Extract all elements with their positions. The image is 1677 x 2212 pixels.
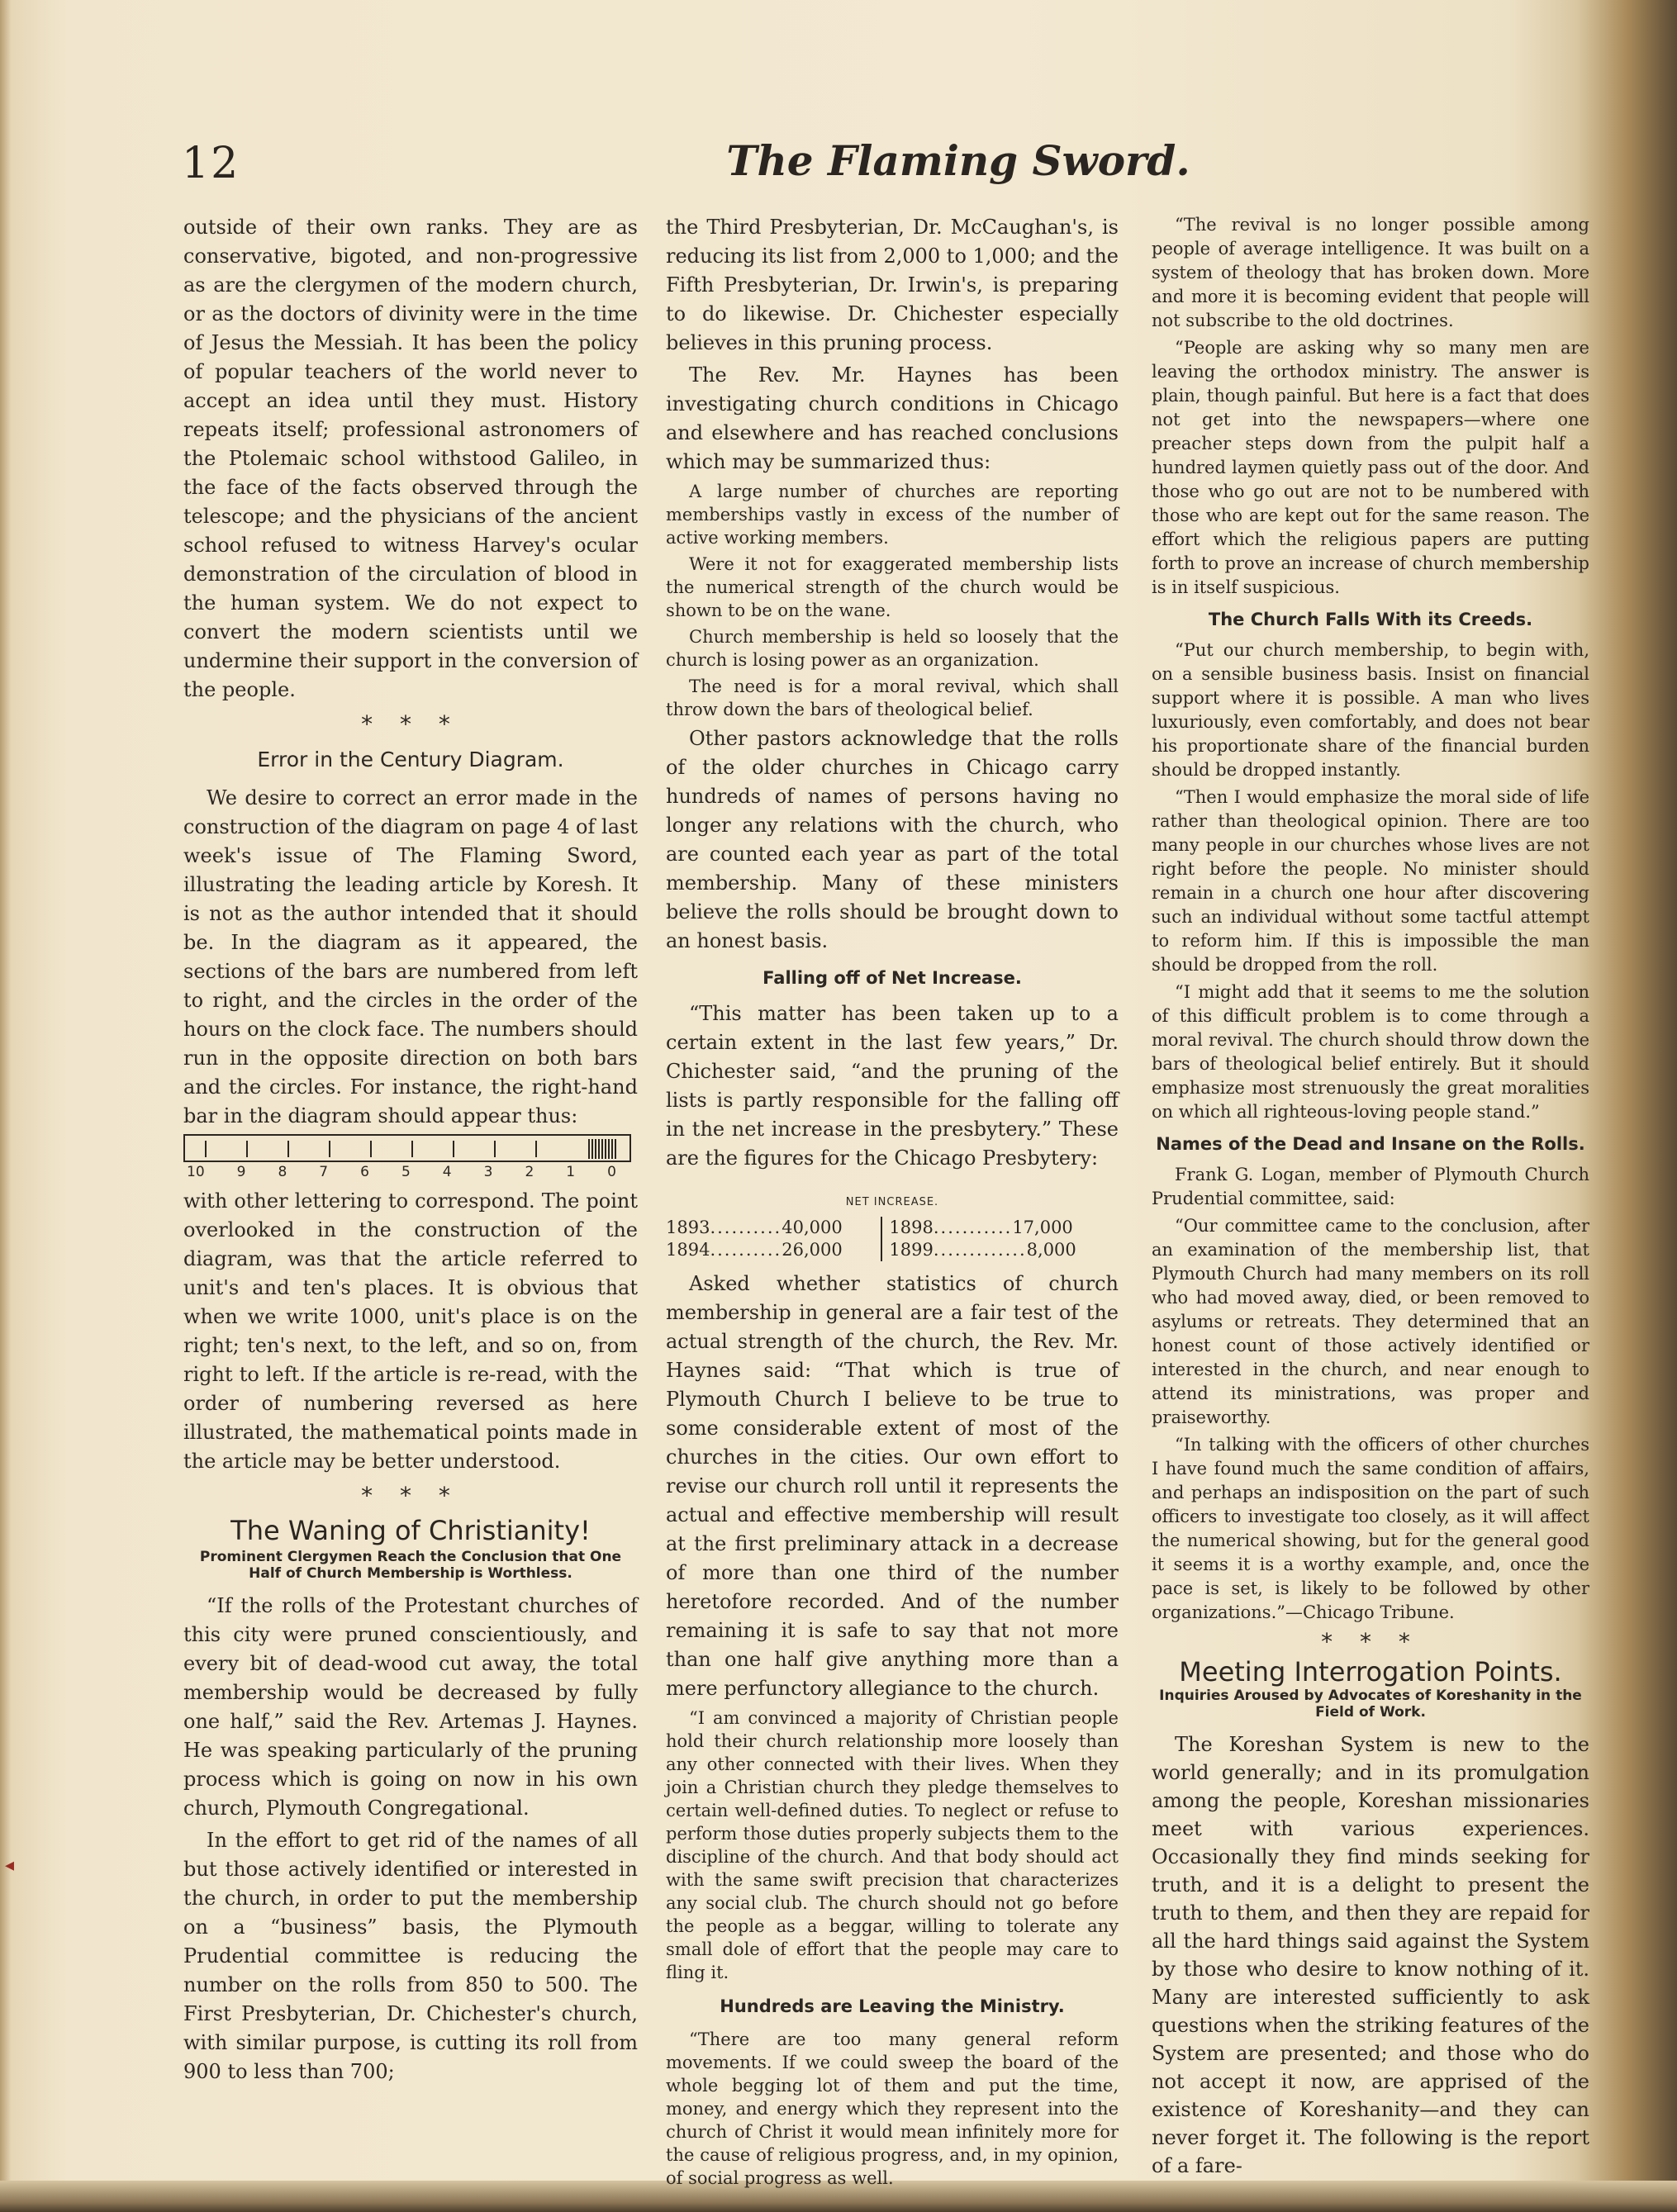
paragraph: “Our committee came to the conclusion, after an examination of the membership list, that Plymouth Church had many members on its roll who had moved away, died, or been removed to asylums or retreats. They determined that an honest count of those actively identified or interested in the church, and near enough to attend its ministrations, was proper and praiseworthy. — [1152, 1216, 1589, 1427]
diagram-hatched-section — [588, 1139, 618, 1159]
diagram-tick — [246, 1141, 248, 1157]
diagram-number: 8 — [278, 1164, 287, 1180]
paragraph: Other pastors acknowledge that the rolls of the older churches in Chicago carry hundreds of names of persons having no longer any relations with the church, who are counted each year as part of the total membership. Many of these ministers believe the rolls should be brought down to an honest basis. — [666, 727, 1119, 952]
margin-arrow-mark: ◂ — [5, 1855, 15, 1876]
diagram-number: 0 — [607, 1164, 616, 1180]
paragraph: outside of their own ranks. They are as conservative, bigoted, and non-progressive as are the clergymen of the modern church, or as the doctors of divinity were in the time of Jesus the Messiah. It has been the policy of popular teachers of the world never to accept an idea until they must. History repeats itself; professional astronomers of the Ptolemaic school withstood Galileo, in the face of the facts observed through the telescope; and the physicians of the ancient school refused to witness Harvey's ocular demonstration of the circulation of blood in the human system. We do not expect to convert the modern scientists until we undermine their support in the conversion of the people. — [183, 216, 638, 701]
diagram-tick — [205, 1141, 207, 1157]
paragraph: “People are asking why so many men are leaving the orthodox ministry. The answer is plain, though painful. But here is a fact that does not get into the newspapers—where one preacher steps down from the pulpit half a hundred laymen quietly pass out of the door. And those who go out are not to be numbered with those who are kept out for the same reason. The effort which the religious papers are putting forth to prove an increase of church membership is in itself suspicious. — [1152, 338, 1589, 597]
table-row — [666, 1239, 1119, 1261]
table-cell-year: 1899.............8,000 — [881, 1239, 1119, 1261]
paragraph: We desire to correct an error made in the construction of the diagram on page 4 of last week's issue of The Flaming Sword, illustrating the leading article by Koresh. It is not as the author intended that it should be. In the diagram as it appeared, the sections of the bars are numbered from left to right, and the circles in the order of the hours on the clock face. The numbers should run in the opposite direction on both bars and the circles. For instance, the right-hand bar in the diagram should appear thus: — [183, 786, 638, 1127]
column-1 — [183, 213, 638, 2090]
paragraph: “In talking with the officers of other churches I have found much the same condition of affairs, and perhaps an indisposition on the part of such officers to investigate too closely, as it will affect the numerical showing, but for the general good it seems it is a worthy example, and, once the pace is set, is likely to be followed by other organizations.”—Chicago Tribune. — [1152, 1435, 1589, 1622]
diagram-number: 3 — [483, 1164, 493, 1180]
diagram-tick — [287, 1141, 289, 1157]
paragraph: “Put our church membership, to begin with, on a sensible business basis. Insist on financial support where it is possible. A man who lives luxuriously, even comfortably, and does not bear his proportionate share of the financial burden should be dropped instantly. — [1152, 640, 1589, 780]
diagram-tick — [329, 1141, 330, 1157]
paragraph: The Rev. Mr. Haynes has been investigating church conditions in Chicago and elsewhere and has reached conclusions which may be summarized thus: — [666, 363, 1119, 473]
running-head-title: The Flaming Sword. — [726, 136, 1190, 185]
paragraph: with other lettering to correspond. The point overlooked in the construction of the diagram, was that the article referred to unit's and ten's places. It is obvious that when we write 1000, unit's place is on the right; ten's next, to the left, and so on, from right to left. If the article is re-read, with the order of numbering reversed as here illustrated, the mathematical points made in the article may be better understood. — [183, 1189, 638, 1473]
article-headline: The Waning of Christianity! — [230, 1515, 591, 1546]
diagram-tick — [453, 1141, 454, 1157]
asterism: * * * — [361, 710, 460, 738]
paragraph: the Third Presbyterian, Dr. McCaughan's, is reducing its list from 2,000 to 1,000; and the Fifth Presbyterian, Dr. Irwin's, is preparing to do likewise. Dr. Chichester especially believes in this pruning process. — [666, 216, 1119, 354]
diagram-tick — [494, 1141, 496, 1157]
section-heading-falls: The Church Falls With its Creeds. — [1208, 610, 1533, 629]
summary-item: Were it not for exaggerated membership lists the numerical strength of the church would be shown to be on the wane. — [666, 554, 1119, 620]
paragraph: The Koreshan System is new to the world generally; and in its promulgation among the people, Koreshan missionaries meet with various experiences. Occasionally they find minds seeking for truth, and it is a delight to present the truth to them, and then they are repaid for all the hard things said against the System by those who desire to know nothing of it. Many are interested sufficiently to ask questions when the striking features of the System are presented; and those who do not accept it now, are apprised of the existence of Koreshanity—and they can never forget it. The following is the report of a fare- — [1152, 1733, 1589, 2177]
page-number: 12 — [182, 139, 240, 188]
paragraph: “This matter has been taken up to a certain extent in the last few years,” Dr. Chichester said, “and the pruning of the lists is partly responsible for the falling off in the net increase in the presbytery.” These are the figures for the Chicago Presbytery: — [666, 1002, 1119, 1170]
paragraph: Frank G. Logan, member of Plymouth Church Prudential committee, said: — [1152, 1165, 1589, 1208]
diagram-tick — [370, 1141, 372, 1157]
section-heading-names: Names of the Dead and Insane on the Rolls. — [1156, 1134, 1585, 1154]
section-heading-falling: Falling off of Net Increase. — [762, 968, 1022, 988]
column-3 — [1152, 213, 1589, 2183]
paragraph: In the effort to get rid of the names of all but those actively identified or interested in the church, in order to put the membership on a “business” basis, the Plymouth Prudential committee is reducing the number on the rolls from 850 to 500. The First Presbyterian, Dr. Chichester's church, with similar purpose, is cutting its roll from 900 to less than 700; — [183, 1829, 638, 2083]
diagram-number: 5 — [401, 1164, 411, 1180]
article-headline: Meeting Interrogation Points. — [1179, 1656, 1562, 1687]
table-caption: NET INCREASE. — [845, 1196, 939, 1208]
asterism: * * * — [1321, 1628, 1420, 1655]
section-heading-error: Error in the Century Diagram. — [257, 748, 564, 771]
diagram-number: 1 — [566, 1164, 576, 1180]
paragraph: “The revival is no longer possible among people of average intelligence. It was built on a system of theology that has broken down. More and more it is becoming evident that people will not subscribe to the old doctrines. — [1152, 215, 1589, 330]
paragraph: “Then I would emphasize the moral side of life rather than theological opinion. There are too many people in our churches whose lives are not right before the people. No minister should remain in a church one hour after discovering such an individual without some tactful attempt to reform him. If this is impossible the man should be dropped from the roll. — [1152, 787, 1589, 975]
table-row — [666, 1217, 1119, 1239]
asterism: * * * — [361, 1482, 460, 1509]
summary-item: The need is for a moral revival, which shall throw down the bars of theological belief. — [666, 676, 1119, 719]
paragraph: Asked whether statistics of church membership in general are a fair test of the actual strength of the church, the Rev. Mr. Haynes said: “That which is true of Plymouth Church I believe to be true to some considerable extent of most of the churches in the cities. Our own effort to revise our church roll until it represents the actual and effective membership will result at the first preliminary attack in a decrease of more than one third of the number heretofore recorded. And of the number remaining it is safe to say that not more than one half give anything more than a mere perfunctory allegiance to the church. — [666, 1272, 1119, 1700]
paragraph: “I am convinced a majority of Christian people hold their church relationship more loosely than any other connected with their lives. When they join a Christian church they pledge themselves to certain well-defined duties. To neglect or refuse to perform those duties properly subjects them to the discipline of the church. And that body should act with the same swift precision that characterizes any social club. The church should not go before the people as a beggar, willing to tolerate any small dole of effort that the people may care to fling it. — [666, 1708, 1119, 1982]
table-cell-year: 1893..........40,000 — [666, 1218, 843, 1237]
summary-item: Church membership is held so loosely that the church is losing power as an organization. — [666, 627, 1119, 670]
diagram-number: 9 — [236, 1164, 246, 1180]
section-heading-hundreds: Hundreds are Leaving the Ministry. — [720, 1996, 1065, 2016]
diagram-tick — [411, 1141, 413, 1157]
table-cell-year: 1894..........26,000 — [666, 1240, 843, 1260]
paragraph: “I might add that it seems to me the solution of this difficult problem is to come through a moral revival. The church should throw down the bars of theological belief entirely. But it should emphasize most strenuously the great moralities on which all righteous-loving people stand.” — [1152, 982, 1589, 1122]
corrected-bar-diagram — [183, 1134, 638, 1180]
paragraph: “There are too many general reform movements. If we could sweep the board of the whole begging lot of them and put the time, money, and energy which they represent into the church of Christ it would mean infinitely more for the cause of religious progress, and, in my opinion, of social progress as well. — [666, 2029, 1119, 2188]
net-increase-table — [666, 1217, 1119, 1261]
paragraph: “If the rolls of the Protestant churches of this city were pruned conscientiously, and every bit of dead-wood cut away, the total membership would be decreased by fully one half,” said the Rev. Artemas J. Haynes. He was speaking particularly of the pruning process which is going on now in his own church, Plymouth Congregational. — [183, 1594, 638, 1820]
diagram-number: 10 — [187, 1164, 205, 1180]
diagram-tick — [535, 1141, 537, 1157]
diagram-numbers — [183, 1162, 621, 1180]
binding-edge — [0, 0, 15, 2212]
article-deck: Prominent Clergymen Reach the Conclusion that One Half of Church Membership is Worthless. — [199, 1549, 622, 1582]
table-cell-year: 1898...........17,000 — [881, 1217, 1119, 1239]
diagram-number: 6 — [360, 1164, 369, 1180]
diagram-number: 4 — [442, 1164, 452, 1180]
diagram-number: 7 — [319, 1164, 329, 1180]
diagram-bar — [183, 1134, 631, 1162]
diagram-number: 2 — [525, 1164, 534, 1180]
column-2 — [666, 213, 1119, 2193]
summary-item: A large number of churches are reporting memberships vastly in excess of the number of active working members. — [666, 482, 1119, 548]
article-deck: Inquiries Aroused by Advocates of Koreshanity in the Field of Work. — [1159, 1687, 1582, 1721]
